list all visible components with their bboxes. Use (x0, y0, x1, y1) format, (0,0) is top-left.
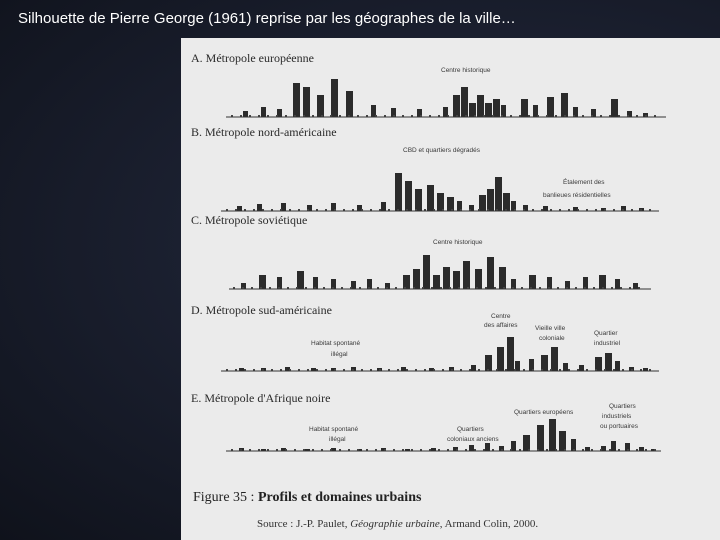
building-4-10 (469, 445, 474, 451)
panel-d-skyline (226, 337, 651, 371)
panel-e-annotation-4c: ou portuaires (600, 423, 638, 430)
building-2-18 (499, 267, 506, 289)
building-2-14 (453, 271, 460, 289)
building-3-11 (485, 355, 492, 371)
building-1-18 (503, 193, 510, 211)
building-4-17 (559, 431, 566, 451)
building-1-6 (381, 202, 386, 211)
building-1-10 (427, 185, 434, 211)
building-3-12 (497, 347, 504, 371)
building-3-7 (401, 367, 406, 371)
panel-d-annotation-4b: industriel (594, 340, 621, 347)
building-0-5 (317, 95, 324, 117)
building-4-16 (549, 419, 556, 451)
panel-e-annotation-4b: industriels (602, 413, 632, 420)
source-book: Géographie urbaine (350, 518, 440, 530)
building-3-18 (563, 363, 568, 371)
building-2-20 (529, 275, 536, 289)
building-2-1 (259, 275, 266, 289)
building-2-11 (423, 255, 430, 289)
building-0-15 (477, 95, 484, 117)
panel-c-title: C. Métropole soviétique (191, 213, 308, 227)
panel-b-annotation-1: CBD et quartiers dégradés (403, 147, 480, 154)
building-2-16 (475, 269, 482, 289)
panel-e-annotation-1b: illégal (329, 436, 346, 443)
panel-e-annotation-1a: Habitat spontané (309, 426, 359, 433)
building-4-11 (485, 443, 490, 451)
building-1-0 (237, 206, 242, 211)
building-3-17 (551, 347, 558, 371)
building-3-10 (471, 365, 476, 371)
building-2-15 (463, 261, 470, 289)
building-2-17 (487, 257, 494, 289)
building-0-16 (485, 103, 492, 117)
building-2-10 (413, 269, 420, 289)
building-2-13 (443, 267, 450, 289)
building-3-13 (507, 337, 514, 371)
figure-scan (181, 38, 720, 540)
panel-e-annotation-4a: Quartiers (609, 403, 636, 410)
building-0-12 (453, 95, 460, 117)
panel-d-annotation-2b: des affaires (484, 322, 518, 329)
figure-source (257, 518, 538, 530)
building-0-13 (461, 87, 468, 117)
caption-title: Profils et domaines urbains (257, 490, 422, 505)
building-0-1 (261, 107, 266, 117)
panel-c-skyline (233, 255, 640, 289)
building-0-7 (346, 91, 353, 117)
building-4-21 (611, 441, 616, 451)
building-2-26 (633, 283, 638, 289)
building-0-14 (469, 103, 476, 117)
panel-d-annotation-3a: Vieille ville (535, 325, 566, 332)
building-1-9 (415, 189, 422, 211)
panel-a-title: A. Métropole européenne (191, 51, 314, 65)
building-3-19 (579, 365, 584, 371)
panel-e-annotation-2a: Quartiers (457, 426, 484, 433)
building-1-7 (395, 173, 402, 211)
building-1-16 (487, 189, 494, 211)
building-0-3 (293, 83, 300, 117)
panel-a-skyline (231, 79, 656, 117)
building-4-14 (523, 435, 530, 451)
building-1-11 (437, 193, 444, 211)
building-3-22 (615, 361, 620, 371)
building-2-25 (615, 279, 620, 289)
caption-prefix: Figure 35 : (193, 490, 258, 505)
building-1-8 (405, 181, 412, 211)
building-3-20 (595, 357, 602, 371)
source-prefix: Source : J.-P. Paulet, (257, 518, 351, 530)
figure-caption (193, 490, 421, 506)
panel-b-annotation-2a: Étalement des (563, 179, 605, 186)
panel-c-annotation: Centre historique (433, 239, 483, 246)
building-1-15 (479, 195, 486, 211)
building-4-23 (639, 447, 644, 451)
building-2-24 (599, 275, 606, 289)
panel-d-annotation-3b: coloniale (539, 335, 565, 342)
building-2-9 (403, 275, 410, 289)
panel-b-annotation-2b: banlieues résidentielles (543, 192, 611, 199)
building-0-22 (561, 93, 568, 117)
panel-a-annotation: Centre historique (441, 67, 491, 74)
panel-e-title: E. Métropole d'Afrique noire (191, 391, 331, 405)
profiles-drawing (181, 38, 720, 488)
panel-d-title: D. Métropole sud-américaine (191, 303, 332, 317)
panel-d-annotation-4a: Quartier (594, 330, 618, 337)
building-3-21 (605, 353, 612, 371)
panel-e-skyline (231, 419, 656, 451)
building-4-15 (537, 425, 544, 451)
building-0-19 (521, 99, 528, 117)
slide-title: Silhouette de Pierre George (1961) reprise par les géographes de la ville… (18, 10, 516, 27)
building-0-6 (331, 79, 338, 117)
panel-d-annotation-2a: Centre (491, 313, 511, 320)
building-3-16 (541, 355, 548, 371)
building-0-0 (243, 111, 248, 117)
panel-b-title: B. Métropole nord-américaine (191, 125, 337, 139)
panel-e-annotation-3: Quartiers européens (514, 409, 574, 416)
building-1-17 (495, 177, 502, 211)
building-1-12 (447, 197, 454, 211)
panel-e-annotation-2b: coloniaux anciens (447, 436, 499, 443)
building-0-21 (547, 97, 554, 117)
building-2-3 (297, 271, 304, 289)
panel-d-annotation-1a: Habitat spontané (311, 340, 361, 347)
building-1-21 (543, 206, 548, 211)
building-0-25 (611, 99, 618, 117)
building-0-4 (303, 87, 310, 117)
building-0-17 (493, 99, 500, 117)
building-2-12 (433, 275, 440, 289)
building-1-1 (257, 204, 262, 211)
building-4-19 (585, 447, 590, 451)
panel-d-annotation-1b: illégal (331, 351, 348, 358)
source-suffix: , Armand Colin, 2000. (439, 518, 539, 530)
